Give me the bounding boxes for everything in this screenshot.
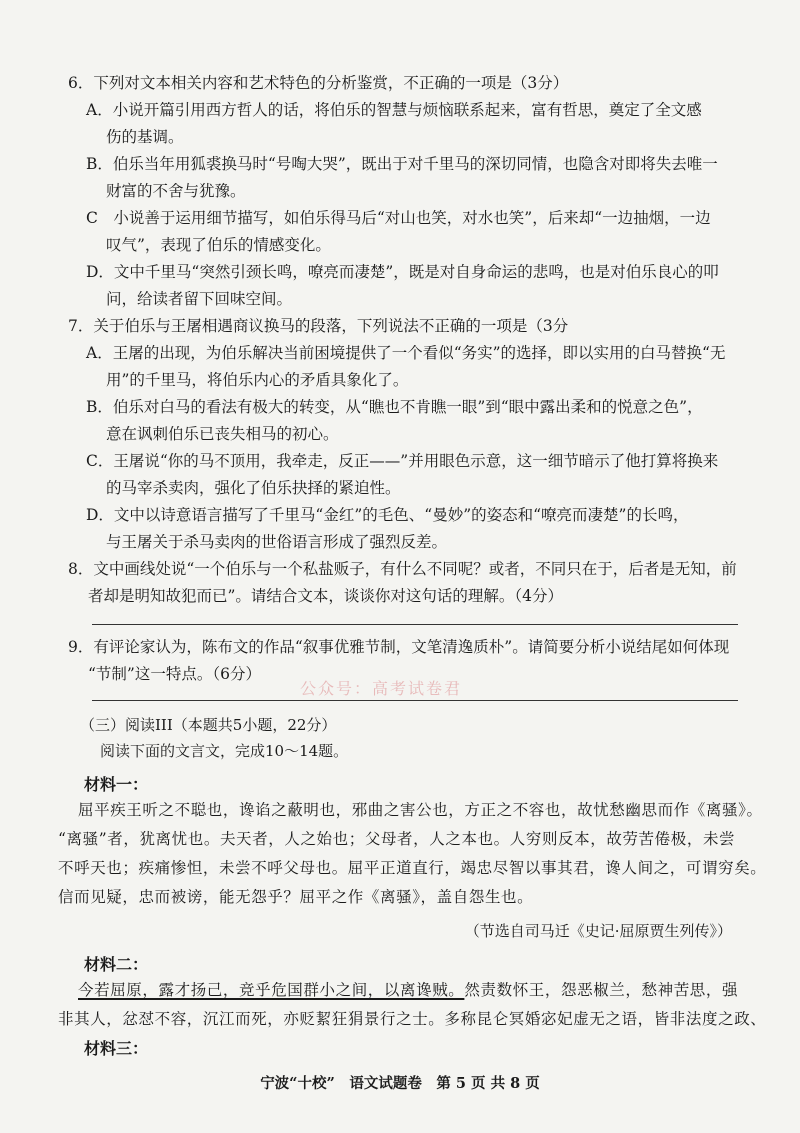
section-3-title: （三）阅读III（本题共5小题，22分） [80,716,337,734]
question-6-option-a: A．小说开篇引用西方哲人的话，将伯乐的智慧与烦恼联系起来，富有哲思，奠定了全文感 伤的基调。 [86,101,702,146]
material-3-title: 材料三： [84,1039,149,1058]
answer-line-q8 [92,624,738,625]
material-2-text: 今若屈原，露才扬己，竞乎危国群小之间，以离谗贼。然责数怀王，怨恶椒兰，愁神苦思，强 非其人，忿怼不容，沉江而死，亦贬絜狂狷景行之士。多称昆仑冥婚宓妃虚无之语，皆非法度之政、 [58,981,767,1028]
material-1-title: 材料一： [84,775,149,794]
question-6-stem: 6．下列对文本相关内容和艺术特色的分析鉴赏，不正确的一项是（3分） [68,74,569,92]
question-6-option-c: C 小说善于运用细节描写，如伯乐得马后“对山也笑，对水也笑”，后来却“一边抽烟，一边 叹气”，表现了伯乐的情感变化。 [86,209,711,254]
question-8: 8．文中画线处说“一个伯乐与一个私盐贩子，有什么不同呢？或者，不同只在于，后者是无知，前 者却是明知故犯而已”。请结合文本，谈谈你对这句话的理解。（4分） [68,560,737,605]
watermark: 公众号：高考试卷君 [300,679,463,698]
section-3-instructions: 阅读下面的文言文，完成10～14题。 [100,742,349,760]
question-7-option-a: A．王屠的出现，为伯乐解决当前困境提供了一个看似“务实”的选择，即以实用的白马替换“无 用”的千里马，将伯乐内心的矛盾具象化了。 [86,344,726,389]
answer-line-q9 [92,700,738,701]
material-2-title: 材料二： [84,955,149,974]
question-6-option-d: D．文中千里马“突然引颈长鸣，嘹亮而凄楚”，既是对自身命运的悲鸣，也是对伯乐良心的叩 问，给读者留下回味空间。 [86,263,719,308]
material-1-text: 屈平疾王听之不聪也，谗谄之蔽明也，邪曲之害公也，方正之不容也，故忧愁幽思而作《离骚》。 “离骚”者，犹离忧也。夫天者，人之始也；父母者，人之本也。人穷则反本，故劳苦倦极，未尝 不呼天也；疾痛惨怛，未尝不呼父母也。屈平正道直行，竭忠尽智以事其君，谗人间之，可谓穷矣。 信而见疑，忠而被谤，能无怨乎？屈平之作《离骚》，盖自怨生也。 [58,801,767,906]
material-1-source: （节选自司马迁《史记·屈原贾生列传》） [464,922,732,940]
question-9: 9．有评论家认为，陈布文的作品“叙事优雅节制，文笔清逸质朴”。请简要分析小说结尾如何体现 “节制”这一特点。（6分） [68,638,730,683]
material-2-underlined: 今若屈原，露才扬己，竞乎危国群小之间，以离谗贼。 [78,981,465,999]
question-7-option-c: C．王屠说“你的马不顶用，我牵走，反正——”并用眼色示意，这一细节暗示了他打算将换来 的马宰杀卖肉，强化了伯乐抉择的紧迫性。 [86,452,719,497]
question-7-option-d: D．文中以诗意语言描写了千里马“金红”的毛色、“曼妙”的姿态和“嘹亮而凄楚”的长鸣， 与王屠关于杀马卖肉的世俗语言形成了强烈反差。 [86,506,689,551]
question-6-option-b: B．伯乐当年用狐裘换马时“号啕大哭”，既出于对千里马的深切同情，也隐含对即将失去唯一 财富的不舍与犹豫。 [86,155,718,200]
question-7-option-b: B．伯乐对白马的看法有极大的转变，从“瞧也不肯瞧一眼”到“眼中露出柔和的悦意之色”， 意在讽刺伯乐已丧失相马的初心。 [86,398,703,443]
page-footer: 宁波“十校” 语文试题卷 第 5 页 共 8 页 [260,1075,540,1092]
question-7-stem: 7．关于伯乐与王屠相遇商议换马的段落，下列说法不正确的一项是（3分 [68,317,569,335]
